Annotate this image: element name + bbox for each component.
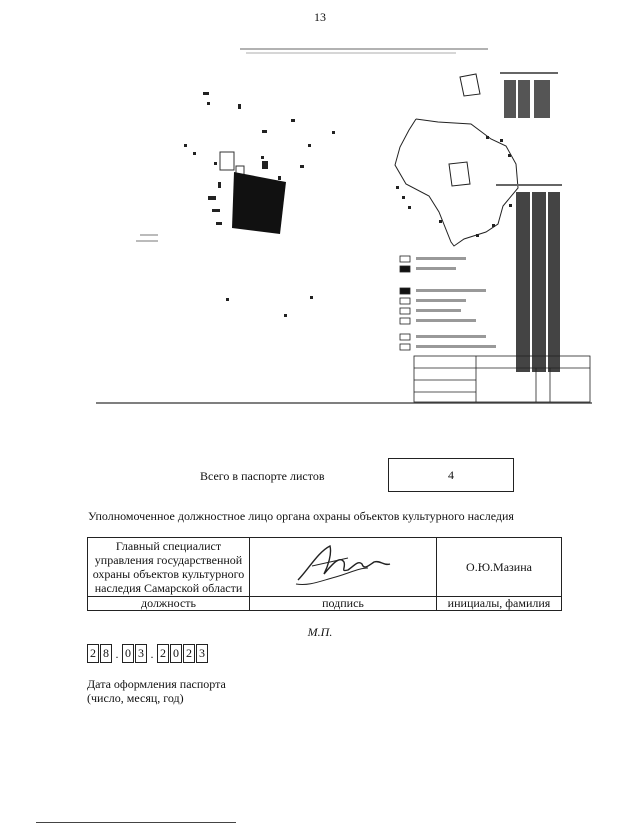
position-line: охраны объектов культурного bbox=[92, 567, 245, 581]
date-field bbox=[87, 644, 209, 663]
position-line: Главный специалист bbox=[115, 539, 222, 553]
date-digit: 3 bbox=[135, 644, 147, 663]
footer-rule bbox=[36, 822, 236, 823]
date-caption bbox=[87, 677, 226, 705]
handwritten-signature bbox=[288, 540, 398, 590]
date-digit: 0 bbox=[122, 644, 134, 663]
position-cell bbox=[88, 538, 250, 597]
date-digit: 2 bbox=[87, 644, 99, 663]
position-line: управления государственной bbox=[94, 553, 243, 567]
site-plan-drawing bbox=[96, 44, 596, 406]
authority-title: Уполномоченное должностное лицо органа охраны объектов культурного наследия bbox=[88, 509, 514, 523]
signature-table bbox=[87, 537, 562, 611]
date-digit: 0 bbox=[170, 644, 182, 663]
sheets-count-value: 4 bbox=[448, 467, 454, 482]
date-caption-line: (число, месяц, год) bbox=[87, 691, 184, 705]
page-number: 13 bbox=[314, 10, 326, 24]
name-cell: О.Ю.Мазина bbox=[437, 538, 562, 597]
date-digit: 2 bbox=[157, 644, 169, 663]
signature-caption: подпись bbox=[250, 597, 437, 611]
sheets-count-box bbox=[388, 458, 514, 492]
position-caption: должность bbox=[88, 597, 250, 611]
date-digit: 2 bbox=[183, 644, 195, 663]
date-separator: . bbox=[115, 647, 119, 661]
date-digit: 8 bbox=[100, 644, 112, 663]
name-caption: инициалы, фамилия bbox=[437, 597, 562, 611]
stamp-place: М.П. bbox=[307, 625, 333, 639]
sheets-count-label: Всего в паспорте листов bbox=[200, 469, 325, 483]
date-caption-line: Дата оформления паспорта bbox=[87, 677, 226, 691]
date-separator: . bbox=[150, 647, 154, 661]
date-digit: 3 bbox=[196, 644, 208, 663]
signature-cell bbox=[250, 538, 437, 597]
position-line: наследия Самарской области bbox=[94, 581, 243, 595]
